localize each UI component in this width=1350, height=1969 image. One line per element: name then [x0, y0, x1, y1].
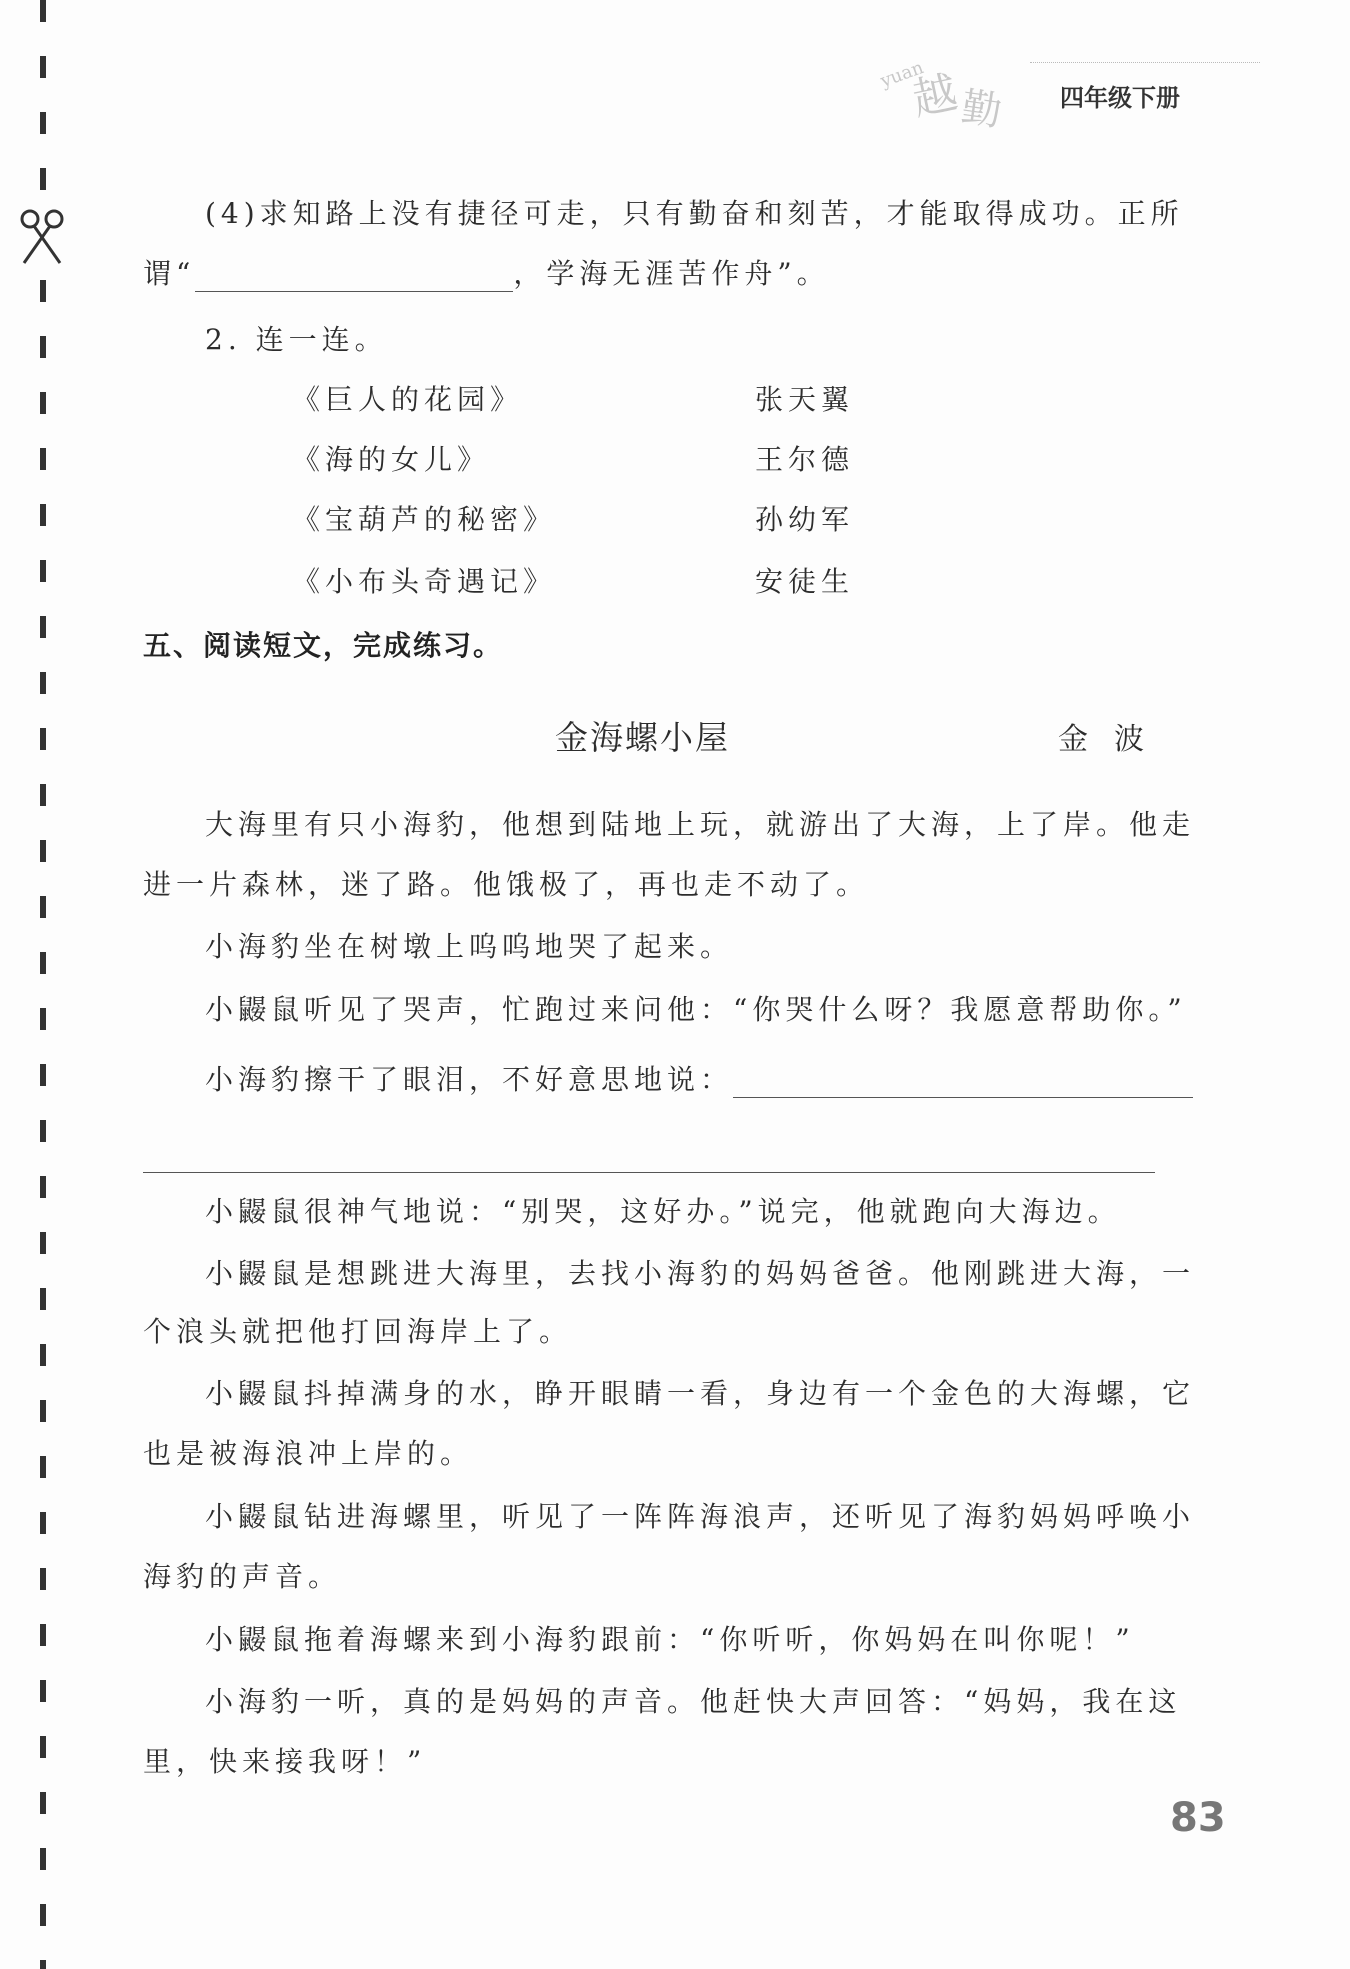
answer-blank-2[interactable] [143, 1172, 1155, 1173]
story-title: 金海螺小屋 [555, 718, 730, 757]
match-right-item[interactable]: 王尔德 [755, 443, 855, 476]
story-paragraph: 小鼹鼠是想跳进大海里，去找小海豹的妈妈爸爸。他刚跳进大海，一 [205, 1257, 1196, 1290]
story-paragraph: 小鼹鼠钻进海螺里，听见了一阵阵海浪声，还听见了海豹妈妈呼唤小 [205, 1500, 1196, 1533]
story-paragraph: 小海豹坐在树墩上呜呜地哭了起来。 [205, 930, 734, 963]
q4-line2-start: 谓“ [143, 257, 196, 290]
publisher-stamp: yuan 越 勤 [877, 57, 1005, 136]
story-paragraph: 小鼹鼠拖着海螺来到小海豹跟前：“你听听，你妈妈在叫你呢！” [205, 1623, 1135, 1656]
section-title: 五、阅读短文，完成练习。 [143, 629, 504, 662]
story-author: 金波 [1058, 722, 1170, 757]
match-left-item[interactable]: 《巨人的花园》 [292, 383, 524, 416]
story-paragraph: 也是被海浪冲上岸的。 [143, 1437, 474, 1470]
match-right-item[interactable]: 孙幼军 [755, 503, 855, 536]
page-number: 83 [1170, 1795, 1226, 1841]
p4-text: 小海豹擦干了眼泪，不好意思地说： [205, 1063, 734, 1096]
story-paragraph: 进一片森林，迷了路。他饿极了，再也走不动了。 [143, 868, 870, 901]
story-paragraph: 海豹的声音。 [143, 1560, 342, 1593]
story-paragraph: 小鼹鼠听见了哭声，忙跑过来问他：“你哭什么呀？我愿意帮助你。” [205, 993, 1187, 1026]
match-left-item[interactable]: 《宝葫芦的秘密》 [292, 503, 557, 536]
match-right-item[interactable]: 安徒生 [755, 565, 855, 598]
q4-line1: (4)求知路上没有捷径可走，只有勤奋和刻苦，才能取得成功。正所 [205, 197, 1184, 230]
answer-blank-1[interactable] [733, 1067, 1193, 1098]
story-paragraph: 大海里有只小海豹，他想到陆地上玩，就游出了大海，上了岸。他走 [205, 808, 1196, 841]
story-paragraph: 小海豹一听，真的是妈妈的声音。他赶快大声回答：“妈妈，我在这 [205, 1685, 1182, 1718]
grade-label: 四年级下册 [1060, 84, 1180, 112]
match-right-item[interactable]: 张天翼 [755, 383, 855, 416]
story-paragraph [205, 1058, 1193, 1098]
scissors-icon [16, 205, 68, 267]
cut-line [40, 0, 46, 1969]
match-left-item[interactable]: 《海的女儿》 [292, 443, 491, 476]
match-left-item[interactable]: 《小布头奇遇记》 [292, 565, 557, 598]
story-paragraph: 里，快来接我呀！” [143, 1745, 427, 1778]
q4-line2-end: ，学海无涯苦作舟”。 [513, 257, 830, 290]
q2-title: 2. 连一连。 [205, 323, 388, 356]
header-rule [1030, 62, 1260, 63]
story-paragraph: 个浪头就把他打回海岸上了。 [143, 1315, 573, 1348]
story-paragraph: 小鼹鼠很神气地说：“别哭，这好办。”说完，他就跑向大海边。 [205, 1195, 1121, 1228]
q4-line2 [143, 252, 830, 292]
story-paragraph: 小鼹鼠抖掉满身的水，睁开眼睛一看，身边有一个金色的大海螺，它 [205, 1377, 1196, 1410]
q4-answer-blank[interactable] [195, 261, 513, 292]
